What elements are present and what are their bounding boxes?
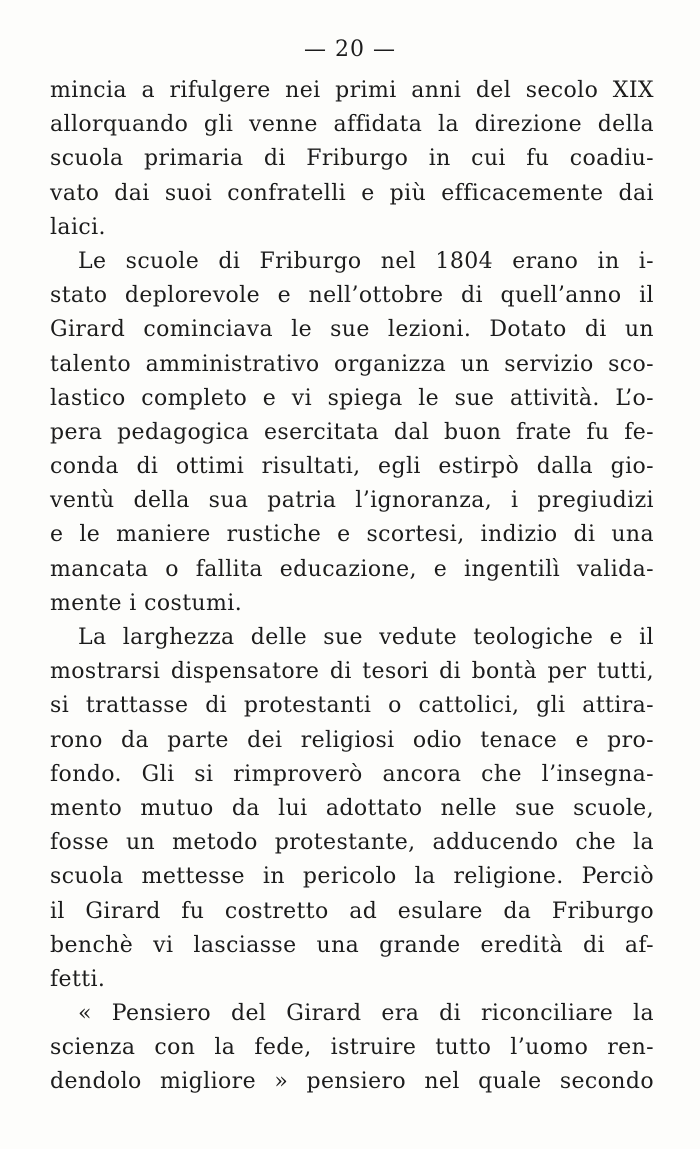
text-line: vato dai suoi confratelli e più efficacemente dai [50, 180, 654, 206]
text-line: laici. [50, 214, 106, 240]
page-number: — 20 — [304, 37, 396, 62]
text-line: mento mutuo da lui adottato nelle sue scuole, [50, 795, 654, 821]
text-line: pera pedagogica esercitata dal buon frate fu fe- [50, 419, 654, 445]
text-line: mente i costumi. [50, 590, 243, 616]
text-line: il Girard fu costretto ad esulare da Friburgo [50, 898, 654, 924]
text-line: lastico completo e vi spiega le sue attività. L’o- [50, 385, 654, 411]
text-line: fondo. Gli si rimproverò ancora che l’insegna- [50, 761, 654, 787]
text-line: e le maniere rustiche e scortesi, indizio di una [50, 522, 654, 548]
text-line: talento amministrativo organizza un servizio sco- [50, 351, 654, 377]
text-line: mancata o fallita educazione, e ingentilì valida- [50, 556, 654, 582]
text-line: allorquando gli venne affidata la direzione della [50, 112, 654, 138]
text-line: rono da parte dei religiosi odio tenace e pro- [50, 727, 654, 753]
paragraph-start-line: « Pensiero del Girard era di riconciliare la [78, 1001, 654, 1027]
text-line: fosse un metodo protestante, adducendo che la [50, 830, 654, 856]
text-line: conda di ottimi risultati, egli estirpò dalla gio- [50, 454, 654, 480]
text-line: dendolo migliore » pensiero nel quale secondo [50, 1069, 654, 1095]
paragraph-start-line: La larghezza delle sue vedute teologiche e il [78, 625, 654, 650]
text-line: scienza con la fede, istruire tutto l’uomo ren- [50, 1035, 654, 1061]
text-line: ventù della sua patria l’ignoranza, i pregiudizi [50, 488, 654, 514]
text-line: si trattasse di protestanti o cattolici, gli attira- [50, 693, 654, 719]
text-line: stato deplorevole e nell’ottobre di quell’anno il [50, 283, 654, 309]
body-text [50, 74, 654, 1100]
text-line: Girard cominciava le sue lezioni. Dotato di un [50, 317, 654, 343]
paragraph-start-line: Le scuole di Friburgo nel 1804 erano in i- [78, 248, 654, 274]
text-line: scuola mettesse in pericolo la religione. Perciò [50, 864, 654, 890]
text-line: mostrarsi dispensatore di tesori di bontà per tutti, [50, 659, 654, 685]
text-line: fetti. [50, 966, 106, 992]
text-line: benchè vi lasciasse una grande eredità di af- [50, 932, 654, 958]
text-line: mincia a rifulgere nei primi anni del secolo XIX [50, 78, 654, 103]
text-line: scuola primaria di Friburgo in cui fu coadiu- [50, 146, 654, 172]
